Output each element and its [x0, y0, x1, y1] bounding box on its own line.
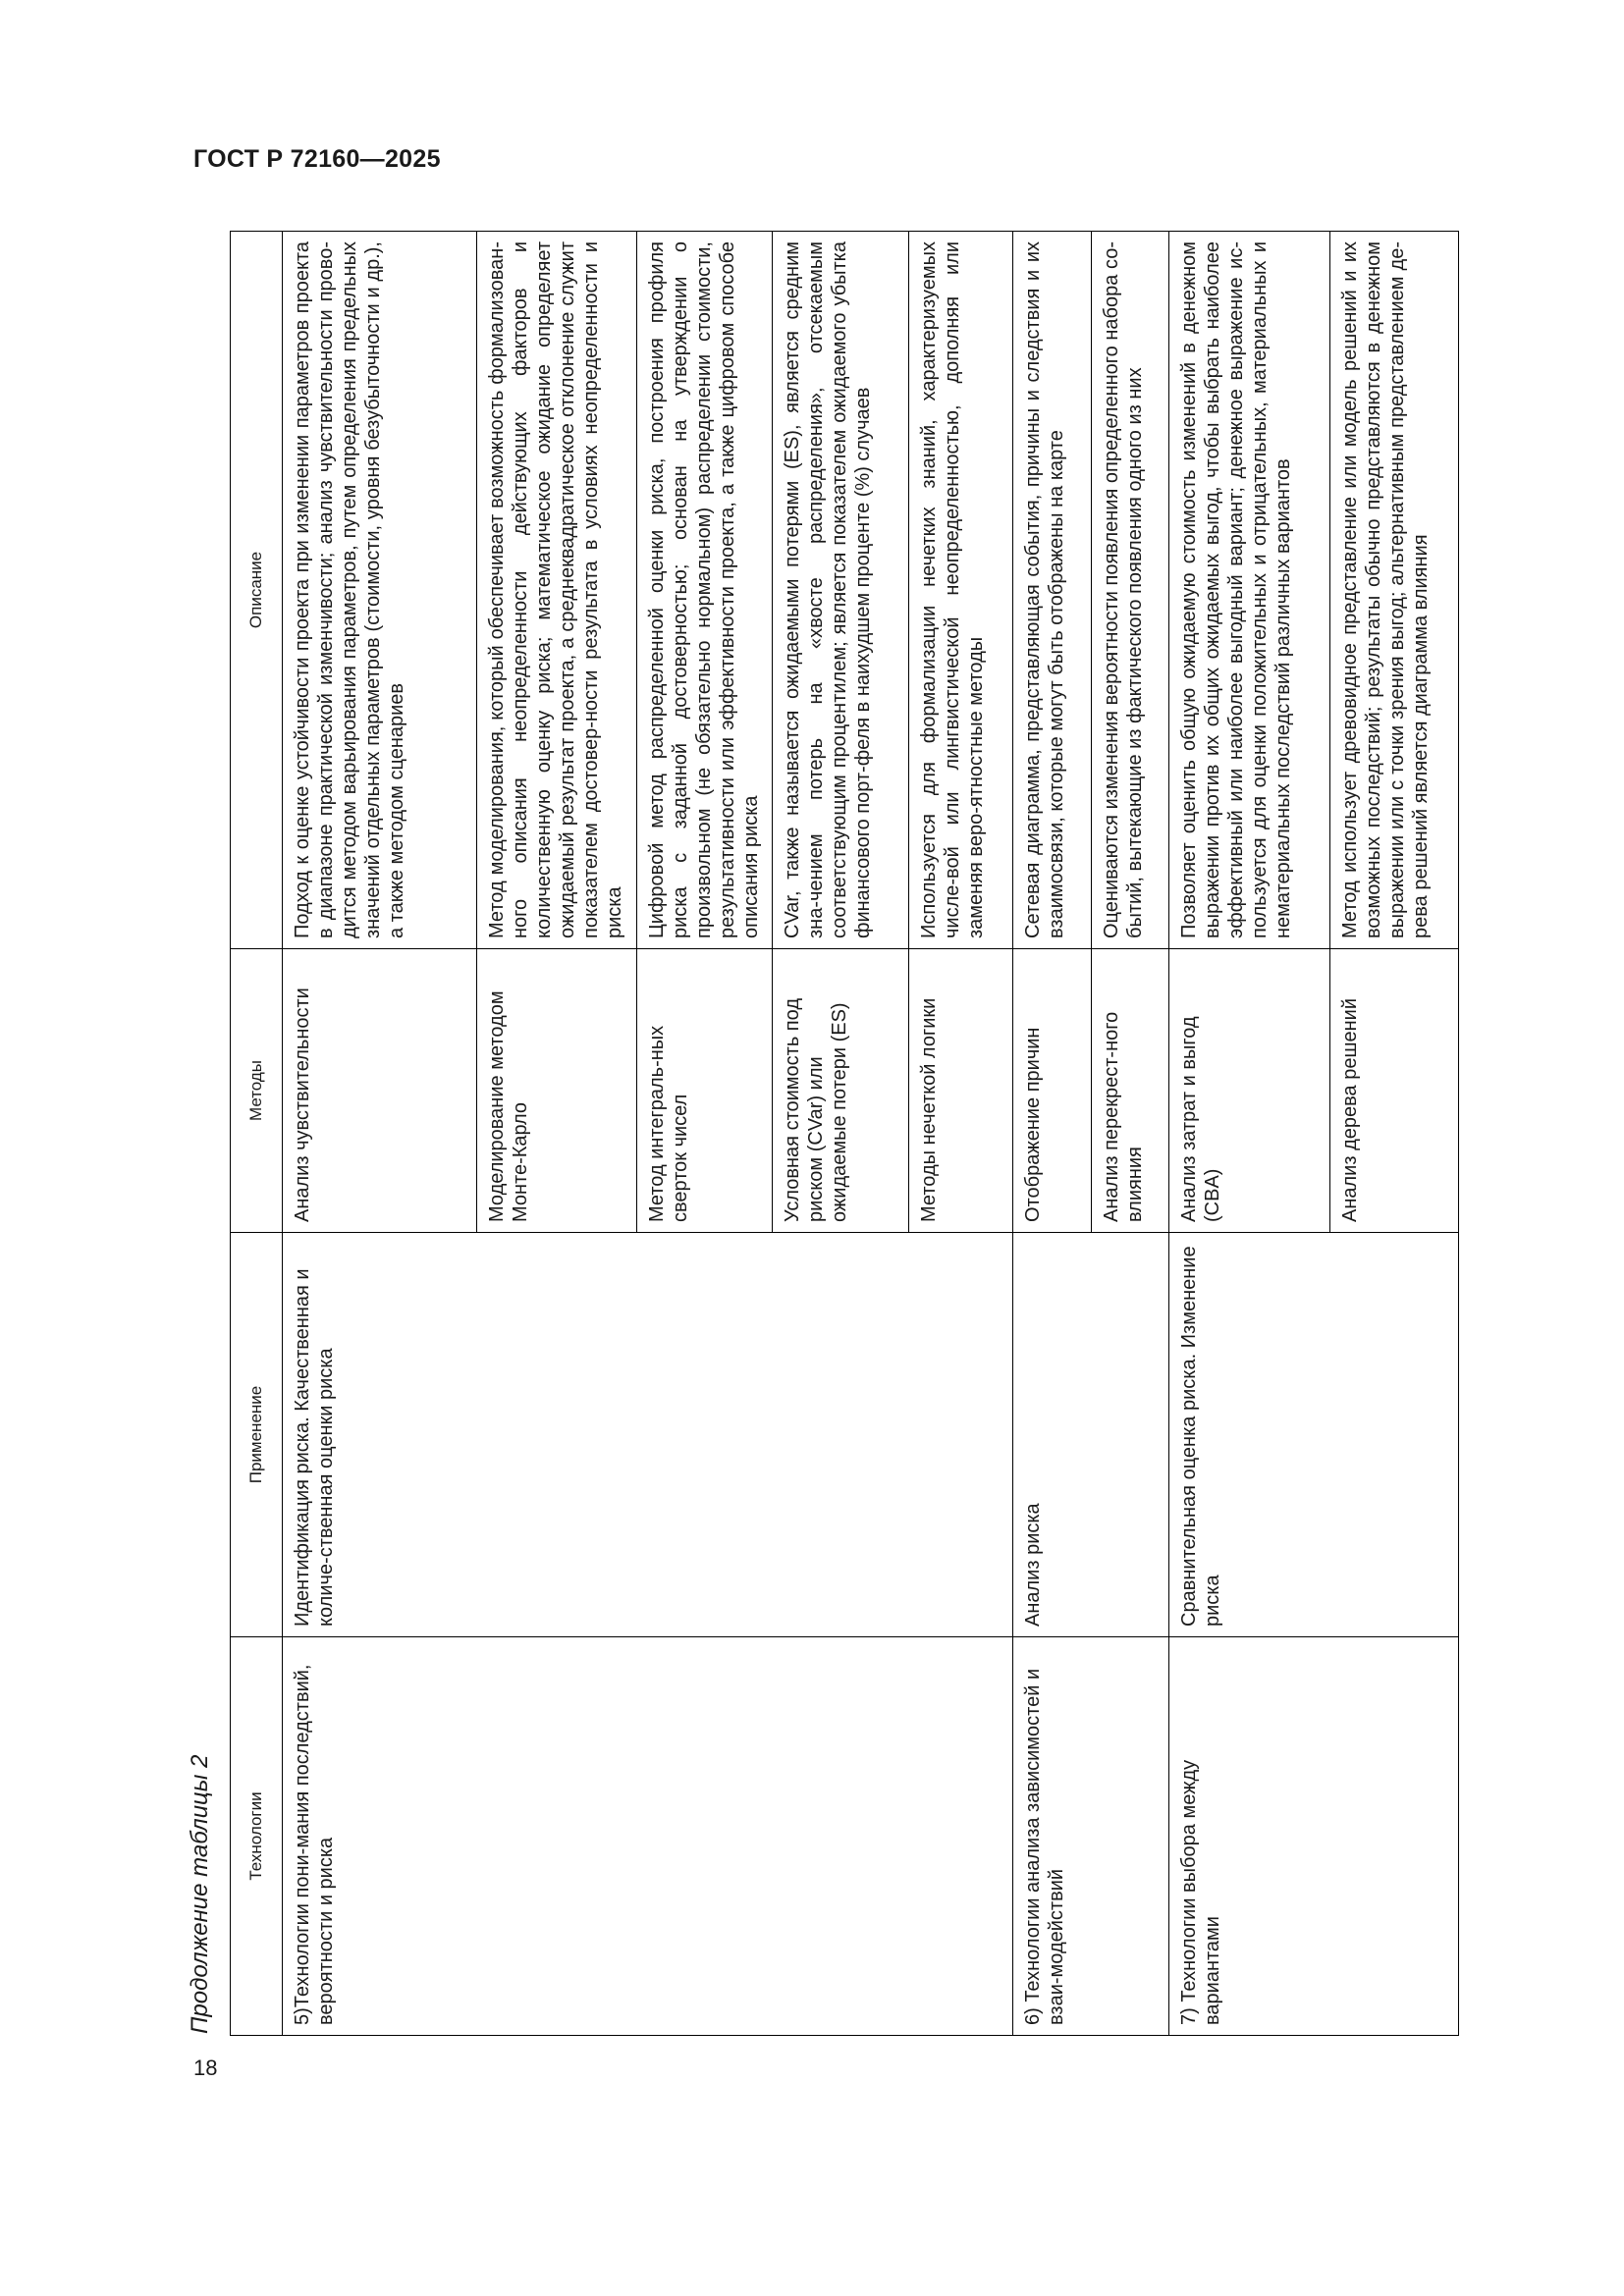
method-cell: Методы нечеткой логики [908, 949, 1012, 1233]
description-cell: Используется для формализации нечетких знаний, характеризуемых числе-вой или лингвистической неопределенностью, дополняя или заменяя веро-ятностные методы [908, 232, 1012, 949]
description-cell: Цифровой метод распределенной оценки риска, построения профиля риска с заданной достоверностью; основан на утверждении о произвольном (не обязательно нормальном) распределении стоимости, результативности или эффективности проекта, а также цифровом способе описания риска [636, 232, 773, 949]
method-cell: Анализ чувствительности [283, 949, 477, 1233]
rotated-table-block [187, 232, 1459, 2036]
method-cell: Моделирование методом Монте-Карло [477, 949, 637, 1233]
column-header-methods: Методы [231, 949, 283, 1233]
technology-cell: 7) Технологии выбора между вариантами [1168, 1637, 1458, 2036]
application-cell: Сравнительная оценка риска. Изменение риска [1168, 1233, 1458, 1637]
description-cell: Подход к оценке устойчивости проекта при изменении параметров проекта в диапазоне практической изменчивости; анализ чувствительности прово-дится методом варьирования параметров, путем определения предельных значений отдельных параметров (стоимости, уровня безубыточности и др.), а также методом сценариев [283, 232, 477, 949]
method-cell: Отображение причин [1013, 949, 1092, 1233]
table-row [1013, 232, 1092, 2036]
document-header: ГОСТ Р 72160—2025 [193, 145, 441, 173]
description-cell: Метод использует древовидное представление или модель решений и их возможных последствий; результаты обычно представляются в денежном выражении или с точки зрения выгод; альтернативным представлением де-рева решений является диаграмма влияния [1329, 232, 1458, 949]
table-row [1168, 232, 1329, 2036]
description-cell: Позволяет оценить общую ожидаемую стоимость изменений в денежном выражении против их общих ожидаемых выгод, чтобы выбрать наиболее эффективный или наиболее выгодный вариант; денежное выражение ис-пользуется для оценки положительных и отрицательных, материальных и нематериальных последствий различных вариантов [1168, 232, 1329, 949]
description-cell: Оцениваются изменения вероятности появления определенного набора со-бытий, вытекающие из фактического появления одного из них [1091, 232, 1168, 949]
table-caption: Продолжение таблицы 2 [187, 1754, 213, 2034]
methods-table [230, 231, 1459, 2036]
description-cell: Сетевая диаграмма, представляющая события, причины и следствия и их взаимосвязи, которые могут быть отображены на карте [1013, 232, 1092, 949]
column-header-technologies: Технологии [231, 1637, 283, 2036]
technology-cell: 6) Технологии анализа зависимостей и взаи-модействий [1013, 1637, 1169, 2036]
page-number: 18 [193, 2056, 218, 2080]
method-cell: Анализ перекрест-ного влияния [1091, 949, 1168, 1233]
method-cell: Условная стоимость под риском (CVar) или ожидаемые потери (ES) [773, 949, 909, 1233]
description-cell: Метод моделирования, который обеспечивает возможность формализован-ного описания неопределенности действующих факторов и количественную оценку риска; математическое ожидание определяет ожидаемый результат проекта, а среднеквадратическое отклонение служит показателем достовер-ности результата в условиях неопределенности и риска [477, 232, 637, 949]
method-cell: Анализ затрат и выгод (CBA) [1168, 949, 1329, 1233]
table-row [283, 232, 477, 2036]
column-header-description: Описание [231, 232, 283, 949]
application-cell: Анализ риска [1013, 1233, 1169, 1637]
technology-cell: 5)Технологии пони-мания последствий, вероятности и риска [283, 1637, 1013, 2036]
method-cell: Анализ дерева решений [1329, 949, 1458, 1233]
method-cell: Метод интеграль-ных сверток чисел [636, 949, 773, 1233]
column-header-application: Применение [231, 1233, 283, 1637]
application-cell: Идентификация риска. Качественная и количе-ственная оценки риска [283, 1233, 1013, 1637]
table-header-row [231, 232, 283, 2036]
description-cell: CVar, также называется ожидаемыми потерями (ES), является средним зна-чением потерь на «хвосте распределения», отсекаемым соответствующим процентилем; является показателем ожидаемого убытка финансового порт-феля в наихудшем проценте (%) случаев [773, 232, 909, 949]
